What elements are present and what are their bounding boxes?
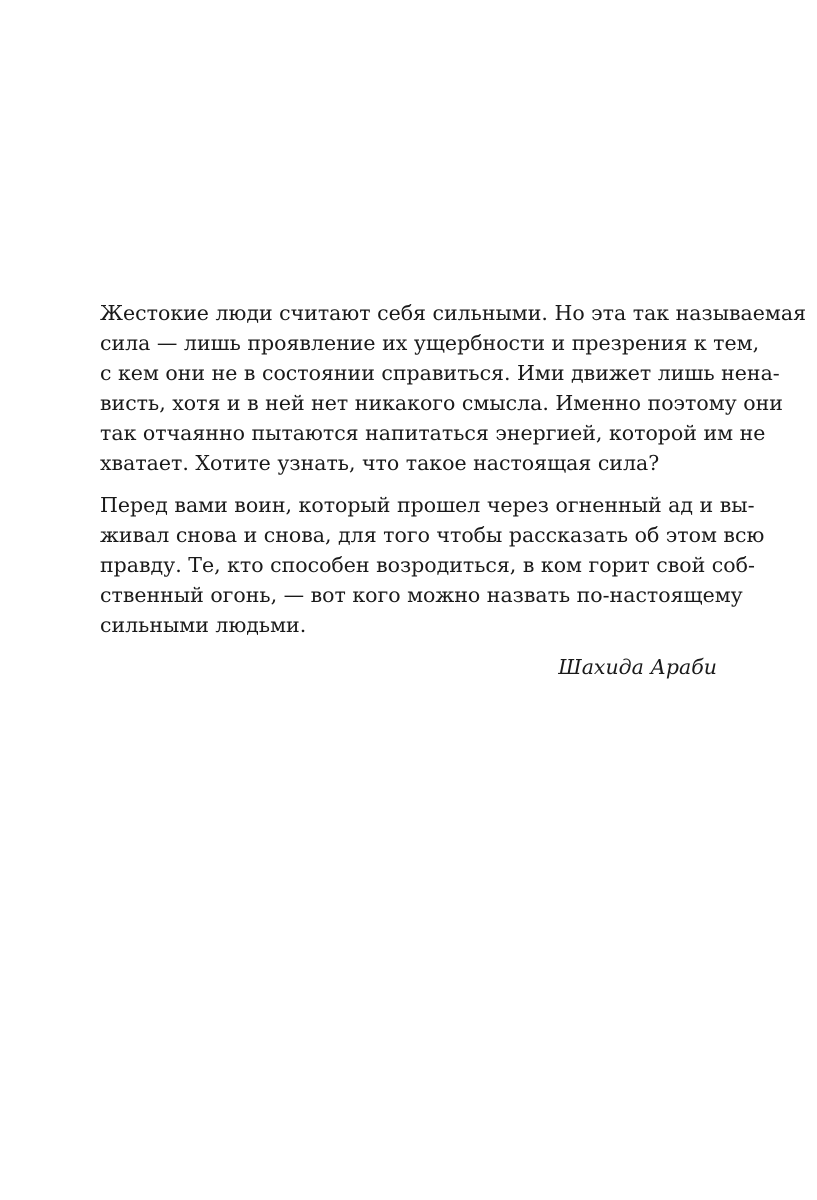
text-line: правду. Те, кто способен возродиться, в ком горит свой соб- [100, 553, 755, 577]
text-line: ственный огонь, — вот кого можно назвать по-настоящему [100, 583, 743, 607]
text-line: Перед вами воин, который прошел через огненный ад и вы- [100, 493, 755, 517]
author-signature: Шахида Араби [558, 655, 717, 679]
paragraph-2 [100, 490, 765, 640]
text-line: висть, хотя и в ней нет никакого смысла. Именно поэтому они [100, 391, 783, 415]
text-line: живал снова и снова, для того чтобы рассказать об этом всю [100, 523, 765, 547]
text-line: сила — лишь проявление их ущербности и презрения к тем, [100, 331, 760, 355]
text-line: так отчаянно пытаются напитаться энергией, которой им не [100, 421, 766, 445]
text-line: хватает. Хотите узнать, что такое настоящая сила? [100, 451, 660, 475]
epigraph-text [100, 298, 807, 682]
text-line: Жестокие люди считают себя сильными. Но эта так называемая [100, 301, 807, 325]
text-line: с кем они не в состоянии справиться. Ими движет лишь нена- [100, 361, 780, 385]
text-line: сильными людьми. [100, 613, 307, 637]
paragraph-1 [100, 298, 807, 478]
